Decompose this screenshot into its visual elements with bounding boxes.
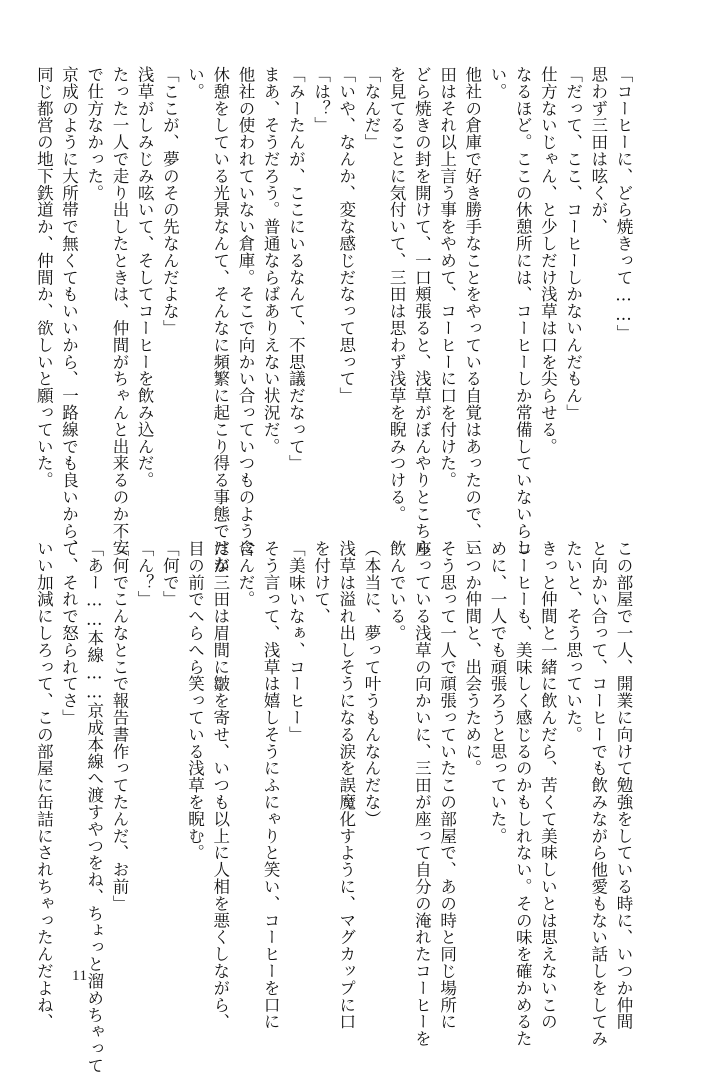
page-number: 11 [72,968,88,984]
text-line: 浅草がしみじみ呟いて、そしてコーヒーを飲み込んだ。 [135,66,155,489]
text-line: まあ、そうだろう。普通ならばありえない状況だ。 [261,66,281,455]
text-line: （本当に、夢って叶うもんなんだな） [361,540,381,828]
text-line: きっと仲間と一緒に飲んだら、苦くて美味しいとは思えないこの [538,540,558,1031]
text-line: 「だって、ここ、コーヒーしかないんだもん」 [563,66,583,421]
text-line: そう言って、浅草は嬉しそうにふにゃりと笑い、コーヒーを口に [261,540,281,1031]
text-line: て、それで怒られてさ」 [59,540,79,726]
text-line: 「ん？」 [135,540,155,608]
text-line: だが三田は眉間に皺を寄せ、いつも以上に人相を悪くしながら、 [210,540,230,1031]
text-line: この部屋で一人、開業に向けて勉強をしている時に、いつか仲間 [614,540,633,1031]
text-line: 座っている浅草の向かいに、三田が座って自分の淹れたコーヒーを [412,540,432,1047]
upper-text-block [34,66,636,573]
text-line: 仕方ないじゃん、と少しだけ浅草は口を尖らせる。 [538,66,558,455]
text-line: 思わず三田は呟くが、 [588,66,608,235]
text-line: そう思って一人で頑張っていたこの部屋で、あの時と同じ場所に [437,540,457,1031]
text-line: 「ここが、夢のその先なんだよな」 [160,66,180,337]
text-line: 「いや、なんか、変な感じだなって思って」 [336,66,356,404]
text-line: 「コーヒーに、どら焼きって……」 [614,66,633,342]
text-line: で仕方なかった。 [84,66,104,202]
text-line: 浅草は溢れ出しそうになる涙を誤魔化すように、マグカップに口 [336,540,356,1031]
text-line: 「なんだ」 [361,66,381,151]
text-line: 他社の使われていない倉庫。そこで向かい合っていつものように [235,66,255,557]
text-line: 同じ都営の地下鉄道か、仲間か、欲しいと願っていた。 [34,66,54,489]
text-line: 他社の倉庫で好き勝手なことをやっている自覚はあったので、三 [462,66,482,557]
text-line: 目の前でへらへら笑っている浅草を睨む。 [185,540,205,862]
text-line: を付けて、 [311,540,331,625]
text-line: 「みーたんが、ここにいるなんて、不思議だなって」 [286,66,306,472]
text-line: い。 [487,66,507,100]
text-line: い。 [185,66,205,100]
text-line: と向かい合って、コーヒーでも飲みながら他愛もない話しをしてみ [588,540,608,1047]
text-line: たいと、そう思っていた。 [563,540,583,743]
text-line: コーヒーも、美味しく感じるのかもしれない。その味を確かめるた [513,540,533,1047]
text-line: 「は？」 [311,66,331,134]
text-line: 「何でこんなとこで報告書作ってたんだ、お前」 [109,540,129,912]
text-line: 「美味いなぁ、コーヒー」 [286,540,306,743]
text-line: なるほど。ここの休憩所には、コーヒーしか常備していないらし [513,66,533,557]
text-line: 「何で」 [160,540,180,608]
text-line: いつか仲間と、出会うために。 [462,540,482,777]
text-line: 飲んでいる。 [387,540,407,642]
text-line: いい加減にしろって、この部屋に缶詰にされちゃったんだよね、 [34,540,54,1031]
text-line: めに、一人でも頑張ろうと思っていた。 [487,540,507,845]
text-line: を見てることに気付いて、三田は思わず浅草を睨みつける。 [387,66,407,523]
text-line: たった一人で走り出したときは、仲間がちゃんと出来るのか不安 [109,66,129,557]
text-line: 京成のように大所帯で無くてもいいから、一路線でも良いから、 [59,66,79,557]
text-line: 含んだ。 [235,540,255,608]
text-line: 休憩をしている光景なんて、そんなに頻繁に起こり得る事態ではな [210,66,230,573]
text-line: 「あー……本線……京成本線へ渡すやつをね、ちょっと溜めちゃって [84,540,104,1074]
text-line: どら焼きの封を開けて、一口頬張ると、浅草がぼんやりとこちら [412,66,432,557]
text-line: 田はそれ以上言う事をやめて、コーヒーに口を付けた。 [437,66,457,489]
